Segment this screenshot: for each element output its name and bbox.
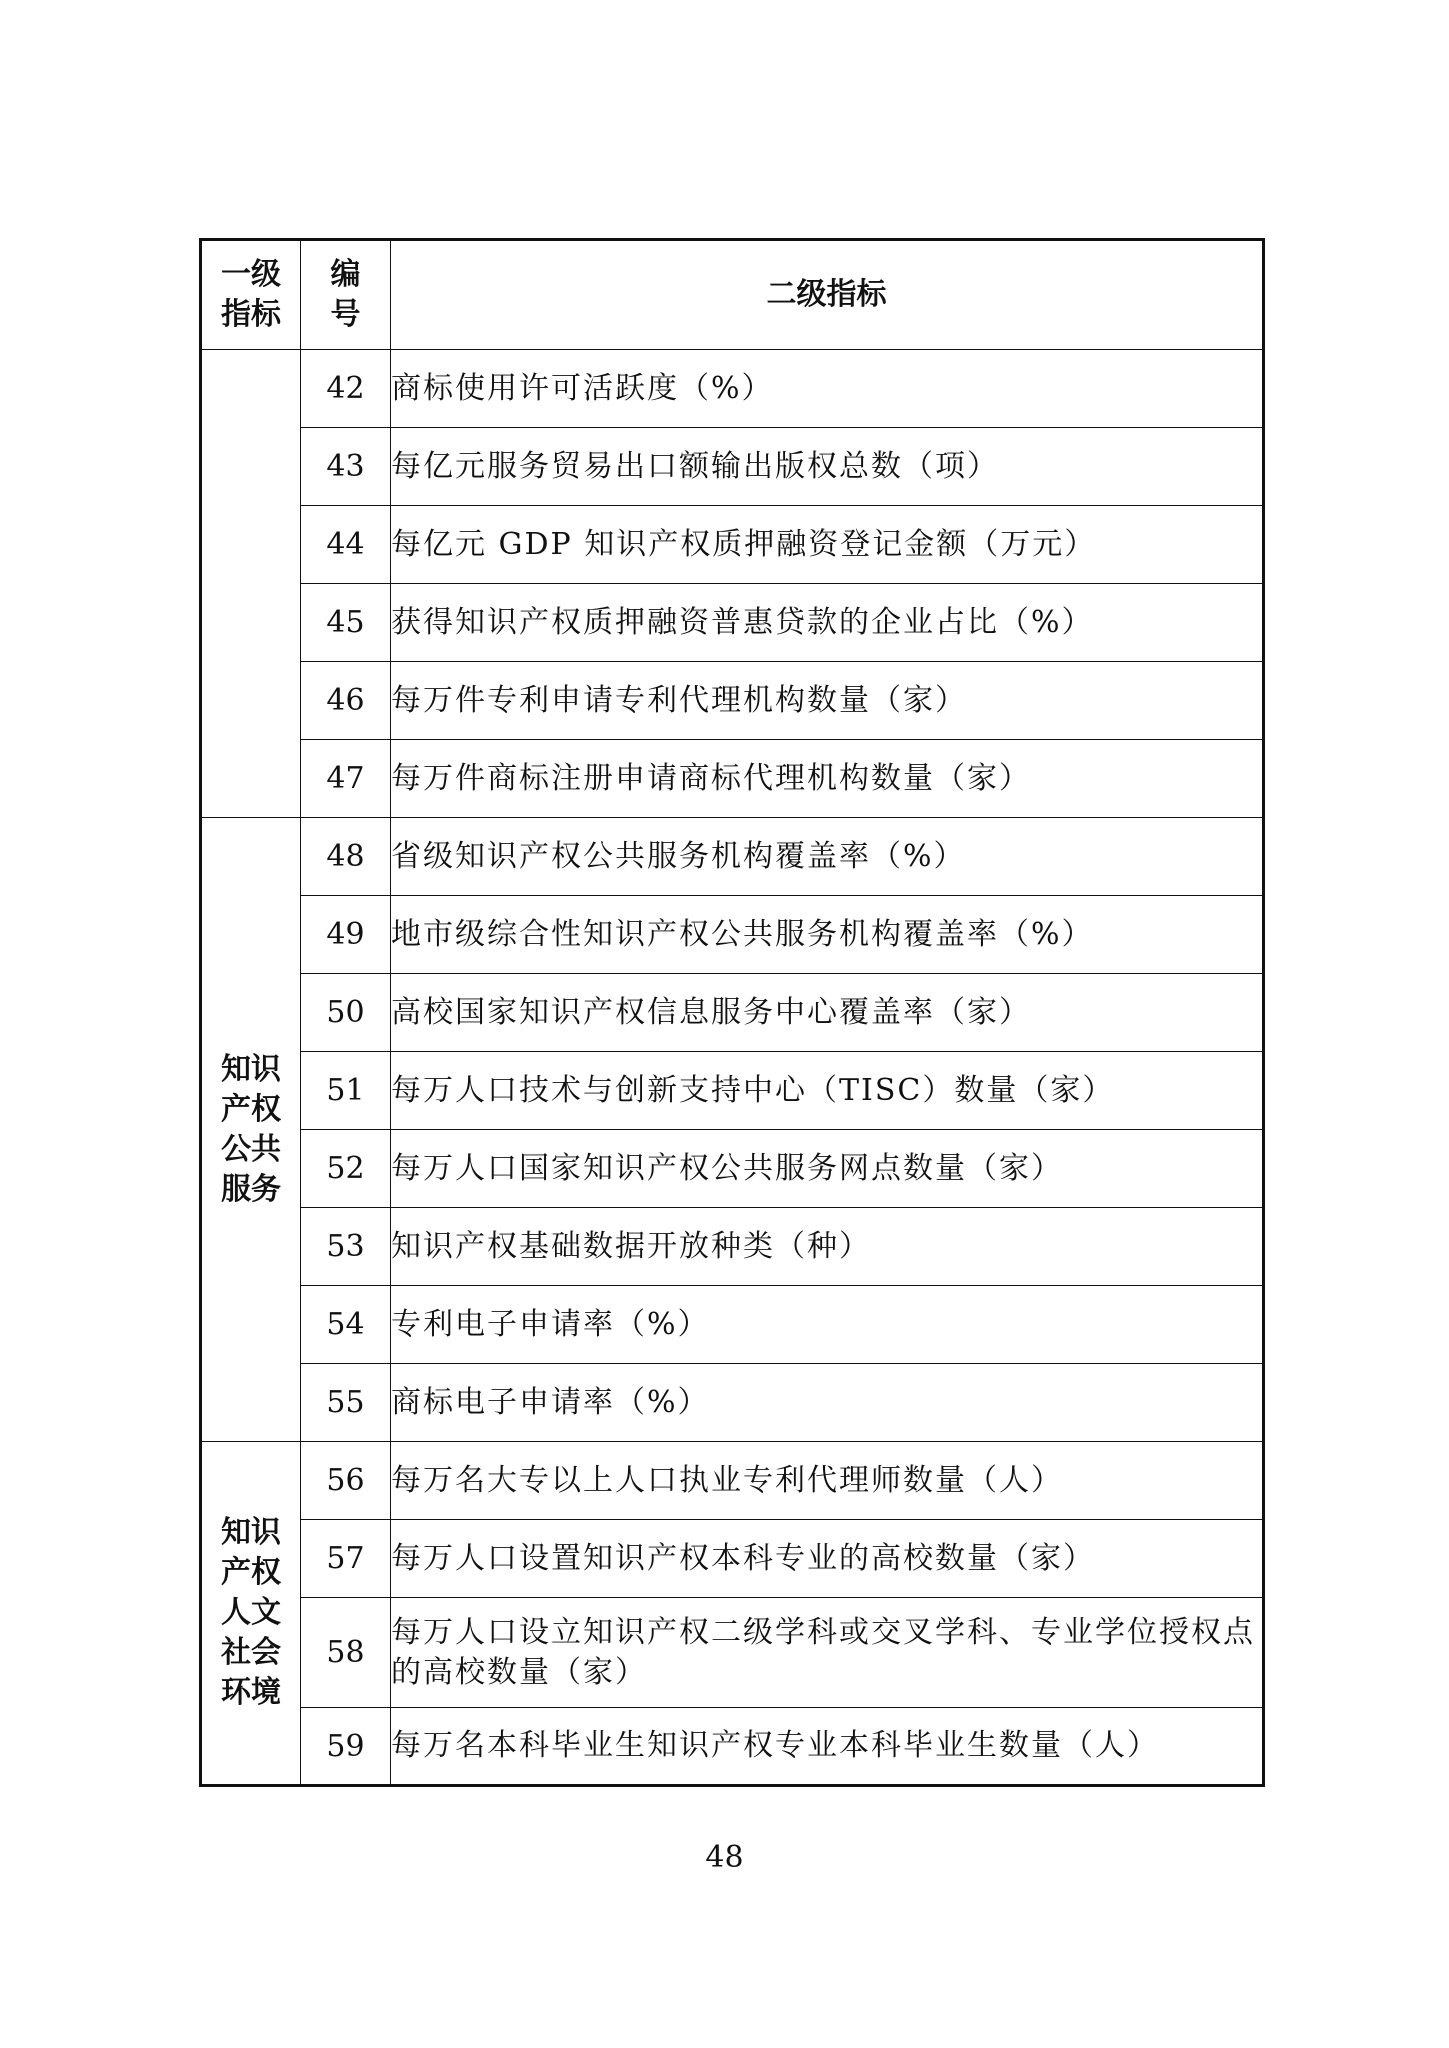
category-cell-public-service: 知识 产权 公共 服务 [201,818,301,1442]
row-number: 56 [301,1442,391,1520]
row-number: 45 [301,584,391,662]
page-number: 48 [705,1840,744,1875]
indicator-text: 每万人口设立知识产权二级学科或交叉学科、专业学位授权点的高校数量（家） [391,1598,1264,1708]
table-row [201,1208,1264,1286]
indicator-text: 每万件专利申请专利代理机构数量（家） [391,662,1264,740]
row-number: 42 [301,350,391,428]
indicator-text: 商标使用许可活跃度（%） [391,350,1264,428]
indicator-text: 专利电子申请率（%） [391,1286,1264,1364]
indicator-text: 每亿元 GDP 知识产权质押融资登记金额（万元） [391,506,1264,584]
indicator-text: 高校国家知识产权信息服务中心覆盖率（家） [391,974,1264,1052]
table-row [201,974,1264,1052]
table-row [201,584,1264,662]
table-row [201,662,1264,740]
row-number: 58 [301,1598,391,1708]
row-number: 48 [301,818,391,896]
row-number: 50 [301,974,391,1052]
indicator-text: 知识产权基础数据开放种类（种） [391,1208,1264,1286]
row-number: 52 [301,1130,391,1208]
row-number: 44 [301,506,391,584]
category-cell-empty [201,350,301,818]
table-row [201,350,1264,428]
table-row [201,1598,1264,1708]
row-number: 49 [301,896,391,974]
header-number: 编 号 [301,240,391,350]
indicator-table-container [199,238,1262,1787]
table-body [201,350,1264,1786]
row-number: 54 [301,1286,391,1364]
row-number: 51 [301,1052,391,1130]
indicator-text: 每万人口国家知识产权公共服务网点数量（家） [391,1130,1264,1208]
row-number: 53 [301,1208,391,1286]
table-header-row [201,240,1264,350]
indicator-text: 每万人口设置知识产权本科专业的高校数量（家） [391,1520,1264,1598]
table-row [201,1442,1264,1520]
indicator-text: 每万人口技术与创新支持中心（TISC）数量（家） [391,1052,1264,1130]
table-row [201,896,1264,974]
row-number: 57 [301,1520,391,1598]
indicator-text: 获得知识产权质押融资普惠贷款的企业占比（%） [391,584,1264,662]
row-number: 59 [301,1708,391,1786]
table-row [201,1286,1264,1364]
table-row [201,818,1264,896]
table-row [201,1708,1264,1786]
indicator-text: 每万名本科毕业生知识产权专业本科毕业生数量（人） [391,1708,1264,1786]
row-number: 43 [301,428,391,506]
header-level1: 一级 指标 [201,240,301,350]
indicator-text: 地市级综合性知识产权公共服务机构覆盖率（%） [391,896,1264,974]
indicator-text: 每万名大专以上人口执业专利代理师数量（人） [391,1442,1264,1520]
table-row [201,1520,1264,1598]
row-number: 55 [301,1364,391,1442]
indicator-text: 每万件商标注册申请商标代理机构数量（家） [391,740,1264,818]
header-level2: 二级指标 [391,240,1264,350]
category-cell-social-environment: 知识 产权 人文 社会 环境 [201,1442,301,1786]
table-row [201,428,1264,506]
indicator-table [199,238,1265,1787]
row-number: 47 [301,740,391,818]
row-number: 46 [301,662,391,740]
table-row [201,1364,1264,1442]
table-row [201,1130,1264,1208]
indicator-text: 每亿元服务贸易出口额输出版权总数（项） [391,428,1264,506]
indicator-text: 商标电子申请率（%） [391,1364,1264,1442]
table-row [201,506,1264,584]
table-row [201,740,1264,818]
indicator-text: 省级知识产权公共服务机构覆盖率（%） [391,818,1264,896]
table-row [201,1052,1264,1130]
